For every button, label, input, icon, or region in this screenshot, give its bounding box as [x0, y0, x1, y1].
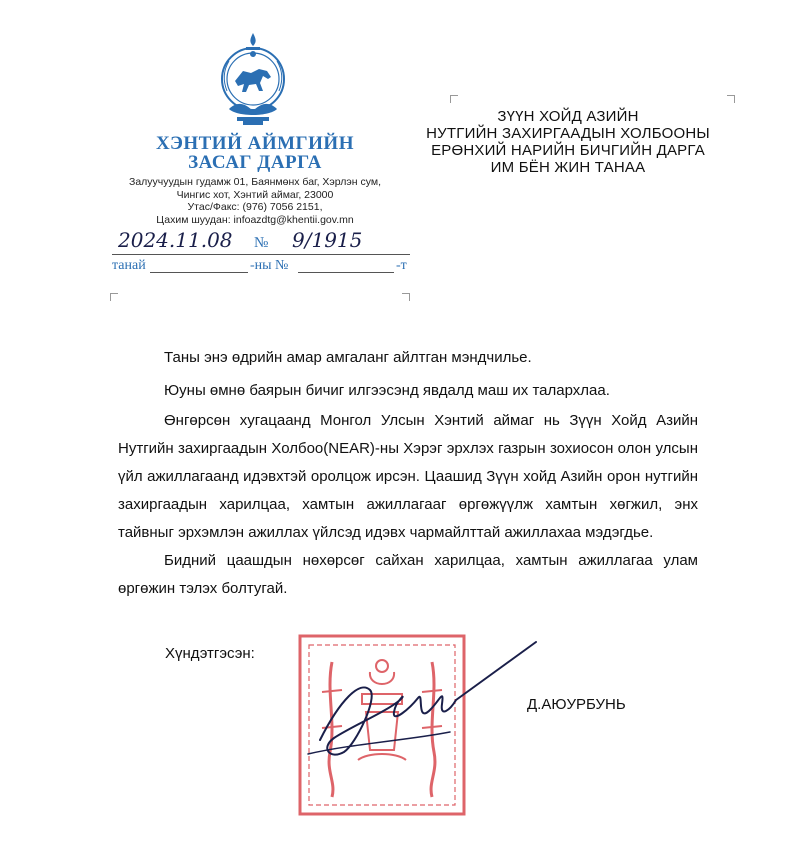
reference-blank — [150, 272, 248, 273]
date-number-line — [112, 228, 410, 255]
reference-suffix: -т — [396, 258, 407, 273]
letter-number: 9/1915 — [292, 228, 363, 252]
recipient-block — [418, 108, 718, 176]
signature — [300, 640, 540, 770]
corner-mark — [450, 95, 458, 103]
address-line: Цахим шуудан: infoazdtg@khentii.gov.mn — [156, 213, 354, 226]
issuer-line-2: ЗАСАГ ДАРГА — [188, 152, 322, 173]
address-line: Залуучуудын гудамж 01, Баянмөнх баг, Хэрлэн сум, — [129, 176, 381, 188]
reference-middle: -ны № — [250, 258, 289, 273]
reference-prefix: танай — [112, 258, 146, 273]
corner-mark — [727, 95, 735, 103]
address-line: Чингис хот, Хэнтий аймаг, 23000 — [176, 188, 334, 201]
signer-name: Д.АЮУРБУНЬ — [527, 696, 626, 713]
corner-mark — [402, 293, 410, 301]
recipient-line: ЕРӨНХИЙ НАРИЙН БИЧГИЙН ДАРГА — [431, 142, 705, 159]
issuer-title — [110, 134, 400, 172]
recipient-line: ИМ БЁН ЖИН ТАНАА — [490, 159, 646, 176]
letter-date: 2024.11.08 — [118, 228, 233, 252]
address-line: Утас/Факс: (976) 7056 2151, — [187, 201, 323, 213]
corner-mark — [110, 293, 118, 301]
letter-body — [118, 344, 698, 603]
reference-line — [112, 258, 410, 274]
closing: Хүндэтгэсэн: — [165, 645, 255, 662]
recipient-line: ЗҮҮН ХОЙД АЗИЙН — [497, 108, 639, 125]
paragraph-1: Юуны өмнө баярын бичиг илгээсэнд явдалд маш их талархлаа. — [164, 382, 610, 399]
issuer-address — [110, 176, 400, 226]
paragraph-2: Өнгөрсөн хугацаанд Монгол Улсын Хэнтий аймаг нь Зүүн Хойд Азийн Нутгийн захиргаадын Холбоо(NEAR)-ны Хэрэг эрхлэх газрын зохиосон олон улсын үйл ажиллагаанд идэвхтэй оролцож ирсэн. Цаашид Зүүн хойд Азийн орон нутгийн захиргаадын харилцаа, хамтын ажиллагааг өргөжүүлж хамтын хөгжил, энх тайвныг эрхэмлэн ажиллах үйлсэд идэвх чармайлттай ажиллахаа мэдэгдье. — [118, 412, 698, 541]
number-symbol: № — [254, 235, 269, 251]
issuer-line-1: ХЭНТИЙ АЙМГИЙН — [156, 133, 354, 154]
paragraph-3: Бидний цаашдын нөхөрсөг сайхан харилцаа, хамтын ажиллагаа улам өргөжин тэлэх болтугай. — [118, 552, 698, 597]
state-emblem-icon — [213, 31, 293, 127]
recipient-line: НУТГИЙН ЗАХИРГААДЫН ХОЛБООНЫ — [426, 125, 710, 142]
greeting: Таны энэ өдрийн амар амгаланг айлтган мэндчилье. — [164, 349, 532, 366]
reference-blank — [298, 272, 394, 273]
